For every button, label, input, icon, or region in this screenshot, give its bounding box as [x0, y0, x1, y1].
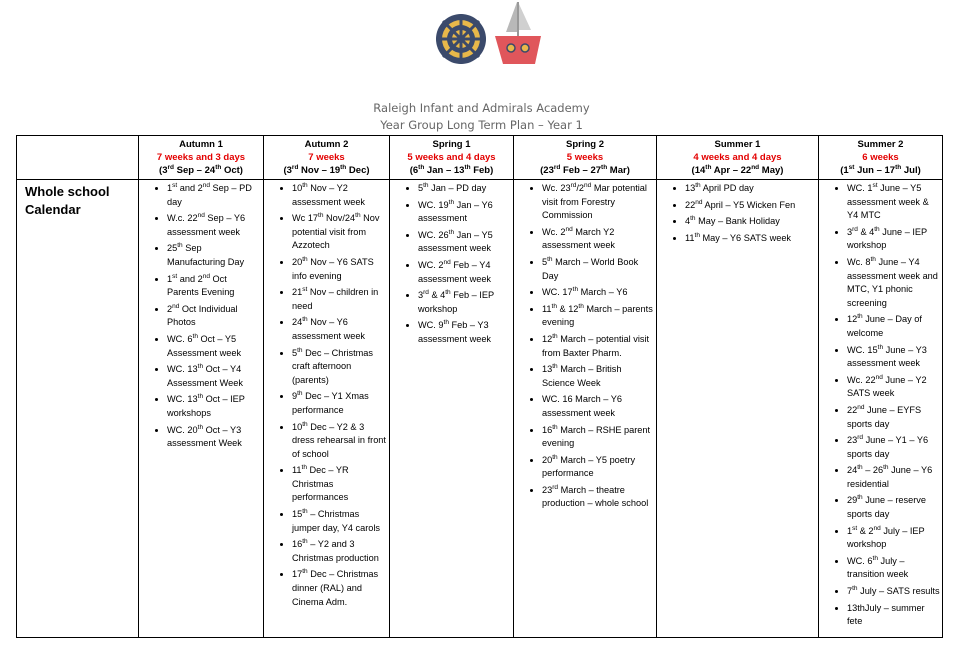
event-item: • 20th Nov – Y6 SATS info evening — [292, 256, 389, 286]
event-item: • W.c. 22nd Sep – Y6 assessment week — [167, 212, 263, 242]
event-item: • 5th Dec – Christmas craft afternoon (parents) — [292, 347, 389, 391]
event-item: • 17th Dec – Christmas dinner (RAL) and Cinema Adm. — [292, 568, 389, 612]
academy-logo — [431, 0, 546, 80]
document-subtitle: Year Group Long Term Plan – Year 1 — [380, 118, 583, 132]
event-item: • WC. 20th Oct – Y3 assessment Week — [167, 424, 263, 454]
event-item: • 16th March – RSHE parent evening — [542, 424, 656, 454]
event-item: • 24th Nov – Y6 assessment week — [292, 316, 389, 346]
event-item: • 23rd March – theatre production – whole school — [542, 484, 656, 514]
event-item: • WC. 26th Jan – Y5 assessment week — [418, 229, 513, 259]
event-item: • 11th May – Y6 SATS week — [685, 232, 818, 249]
term-dates: (3rd Nov – 19th Dec) — [283, 164, 370, 176]
event-item: • 3rd & 4th Feb – IEP workshop — [418, 289, 513, 319]
event-item: • WC. 15th June – Y3 assessment week — [847, 344, 942, 374]
term-header-summer-1 — [657, 136, 819, 180]
events-list — [657, 180, 818, 248]
event-item: • 10th Dec – Y2 & 3 dress rehearsal in front of school — [292, 421, 389, 465]
term-dates: (6th Jan – 13th Feb) — [409, 164, 494, 176]
event-item: • 1st & 2nd July – IEP workshop — [847, 525, 942, 555]
events-list — [264, 180, 389, 612]
term-header-summer-2 — [819, 136, 943, 180]
term-name: Autumn 2 — [304, 139, 349, 150]
event-item: • 10th Nov – Y2 assessment week — [292, 182, 389, 212]
term-header-spring-1 — [390, 136, 514, 180]
term-name: Summer 1 — [714, 139, 761, 150]
event-item: • 3rd & 4th June – IEP workshop — [847, 226, 942, 256]
term-header-spring-2 — [514, 136, 657, 180]
event-item: • Wc 17th Nov/24th Nov potential visit from Azzotech — [292, 212, 389, 256]
term-dates: (1st Jun – 17th Jul) — [840, 164, 921, 176]
events-cell-spring-2 — [514, 180, 657, 638]
events-cell-autumn-2 — [264, 180, 390, 638]
event-item: • 25th Sep Manufacturing Day — [167, 242, 263, 272]
event-item: • Wc. 8th June – Y4 assessment week and MTC, Y1 phonic screening — [847, 256, 942, 313]
event-item: • WC. 19th Jan – Y6 assessment — [418, 199, 513, 229]
event-item: • 24th – 26th June – Y6 residential — [847, 464, 942, 494]
term-weeks: 5 weeks — [566, 152, 604, 163]
event-item: • 1st and 2nd Sep – PD day — [167, 182, 263, 212]
event-item: • 23rd June – Y1 – Y6 sports day — [847, 434, 942, 464]
row-label: Whole school Calendar — [17, 180, 139, 638]
events-cell-summer-2 — [819, 180, 943, 638]
event-item: • 15th – Christmas jumper day, Y4 carols — [292, 508, 389, 538]
event-item: • 22nd June – EYFS sports day — [847, 404, 942, 434]
event-item: • WC. 1st June – Y5 assessment week & Y4 MTC — [847, 182, 942, 226]
events-list — [514, 180, 656, 514]
event-item: • 11th & 12th March – parents evening — [542, 303, 656, 333]
header-corner-cell — [17, 136, 139, 180]
event-item: • 5th Jan – PD day — [418, 182, 513, 199]
event-item: • Wc. 22nd June – Y2 SATS week — [847, 374, 942, 404]
event-item: • Wc. 2nd March Y2 assessment week — [542, 226, 656, 256]
event-item: • 20th March – Y5 poetry performance — [542, 454, 656, 484]
term-weeks: 4 weeks and 4 days — [693, 152, 782, 163]
event-item: • Wc. 23rd/2nd Mar potential visit from Forestry Commission — [542, 182, 656, 226]
event-item: • 22nd April – Y5 Wicken Fen — [685, 199, 818, 216]
event-item: • 16th – Y2 and 3 Christmas production — [292, 538, 389, 568]
events-list — [819, 180, 942, 632]
term-dates: (14th Apr – 22nd May) — [691, 164, 784, 176]
term-name: Autumn 1 — [179, 139, 223, 150]
term-name: Spring 2 — [565, 139, 604, 150]
event-item: • WC. 9th Feb – Y3 assessment week — [418, 319, 513, 349]
term-weeks: 6 weeks — [862, 152, 899, 163]
event-item: • WC. 13th Oct – Y4 Assessment Week — [167, 363, 263, 393]
event-item: • 12th March – potential visit from Baxter Pharm. — [542, 333, 656, 363]
calendar-row — [17, 180, 943, 638]
event-item: • 2nd Oct Individual Photos — [167, 303, 263, 333]
term-weeks: 7 weeks and 3 days — [156, 152, 246, 163]
term-name: Summer 2 — [857, 139, 904, 150]
term-header-autumn-1 — [139, 136, 264, 180]
event-item: • 4th May – Bank Holiday — [685, 215, 818, 232]
event-item: • 12th June – Day of welcome — [847, 313, 942, 343]
event-item: • 13th April PD day — [685, 182, 818, 199]
ship-wheel-icon — [436, 14, 486, 64]
event-item: • 29th June – reserve sports day — [847, 494, 942, 524]
event-item: • 1st and 2nd Oct Parents Evening — [167, 273, 263, 303]
event-item: • 9th Dec – Y1 Xmas performance — [292, 390, 389, 420]
event-item: • 11th Dec – YR Christmas performances — [292, 464, 389, 508]
term-dates: (3rd Sep – 24th Oct) — [159, 164, 243, 176]
event-item: • 7th July – SATS results — [847, 585, 942, 602]
term-header-row — [17, 136, 943, 180]
long-term-plan-table — [16, 135, 943, 638]
events-cell-summer-1 — [657, 180, 819, 638]
event-item: • 13th March – British Science Week — [542, 363, 656, 393]
events-list — [139, 180, 263, 454]
event-item: • 21st Nov – children in need — [292, 286, 389, 316]
term-weeks: 7 weeks — [308, 152, 345, 163]
event-item: • 5th March – World Book Day — [542, 256, 656, 286]
event-item: • WC. 2nd Feb – Y4 assessment week — [418, 259, 513, 289]
events-cell-autumn-1 — [139, 180, 264, 638]
event-item: • WC. 6th Oct – Y5 Assessment week — [167, 333, 263, 363]
document-title: Raleigh Infant and Admirals Academy — [373, 101, 590, 115]
boat-icon — [495, 2, 541, 64]
term-weeks: 5 weeks and 4 days — [407, 152, 496, 163]
event-item: • WC. 16 March – Y6 assessment week — [542, 393, 656, 423]
event-item: • 13thJuly – summer fete — [847, 602, 942, 632]
events-list — [390, 180, 513, 350]
event-item: • WC. 6th July – transition week — [847, 555, 942, 585]
term-dates: (23rd Feb – 27th Mar) — [540, 164, 630, 176]
term-header-autumn-2 — [264, 136, 390, 180]
events-cell-spring-1 — [390, 180, 514, 638]
event-item: • WC. 13th Oct – IEP workshops — [167, 393, 263, 423]
event-item: • WC. 17th March – Y6 — [542, 286, 656, 303]
term-name: Spring 1 — [432, 139, 471, 150]
